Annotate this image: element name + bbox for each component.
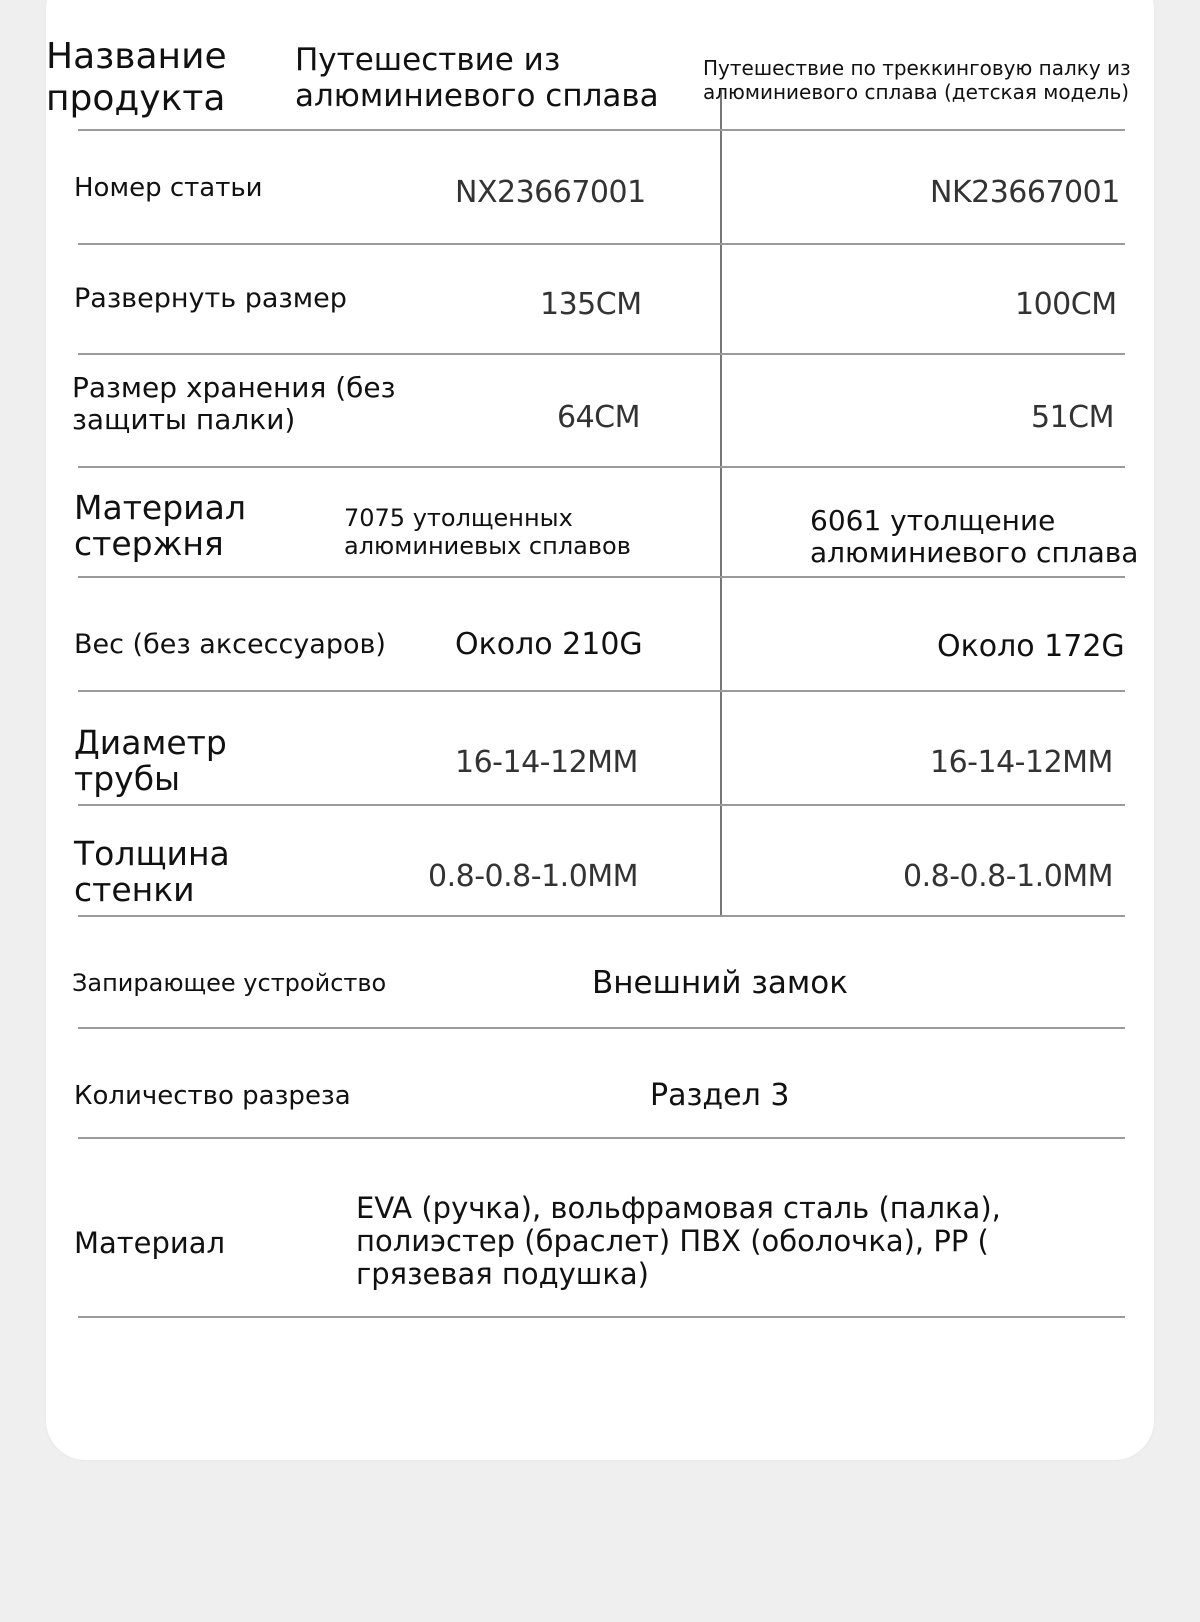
- row-col2-value: 51CM: [1031, 400, 1115, 435]
- shared-row-value: Раздел 3: [650, 1078, 790, 1113]
- row-divider: [78, 915, 1125, 917]
- row-divider: [78, 576, 1125, 578]
- row-divider: [78, 1137, 1125, 1139]
- row-label: Толщина стенки: [74, 834, 230, 909]
- row-col1-value: 135CM: [540, 287, 642, 322]
- row-label: Развернуть размер: [74, 283, 347, 314]
- row-divider: [78, 243, 1125, 245]
- row-col1-value: NX23667001: [455, 175, 646, 210]
- row-divider: [78, 466, 1125, 468]
- row-label: Материал стержня: [74, 488, 246, 563]
- row-label: Вес (без аксессуаров): [74, 629, 386, 660]
- column-divider: [720, 90, 722, 916]
- row-label: Номер статьи: [74, 173, 263, 203]
- row-divider: [78, 1316, 1125, 1318]
- row-col1-value: 0.8-0.8-1.0MM: [428, 859, 639, 894]
- row-divider: [78, 804, 1125, 806]
- row-divider: [78, 690, 1125, 692]
- row-divider: [78, 353, 1125, 355]
- header-col1: Путешествие из алюминиевого сплава: [295, 42, 659, 114]
- row-col2-value: 100CM: [1015, 287, 1117, 322]
- shared-row-label: Материал: [74, 1226, 226, 1260]
- row-divider: [78, 129, 1125, 131]
- shared-row-label: Количество разреза: [74, 1081, 351, 1111]
- row-label: Диаметр трубы: [74, 723, 227, 798]
- row-divider: [78, 1027, 1125, 1029]
- row-col1-value: 64CM: [557, 400, 641, 435]
- row-col2-value: 0.8-0.8-1.0MM: [903, 859, 1114, 894]
- row-col1-value: 16-14-12MM: [455, 745, 638, 780]
- row-col2-value: NK23667001: [930, 175, 1120, 210]
- row-col2-value: 16-14-12MM: [930, 745, 1113, 780]
- header-label: Название продукта: [46, 36, 227, 119]
- shared-row-label: Запирающее устройство: [72, 969, 387, 997]
- row-label: Размер хранения (без защиты палки): [72, 371, 396, 436]
- header-col2: Путешествие по треккинговую палку из алюминиевого сплава (детская модель): [703, 56, 1131, 104]
- row-col1-value: Около 210G: [455, 627, 643, 662]
- row-col1-value: 7075 утолщенных алюминиевых сплавов: [344, 504, 631, 560]
- row-col2-value: 6061 утолщение алюминиевого сплава: [810, 504, 1139, 569]
- shared-row-value: Внешний замок: [592, 965, 848, 1001]
- row-col2-value: Около 172G: [937, 629, 1125, 664]
- shared-row-value: EVA (ручка), вольфрамовая сталь (палка), полиэстер (браслет) ПВХ (оболочка), PP ( грязевая подушка): [356, 1191, 1001, 1291]
